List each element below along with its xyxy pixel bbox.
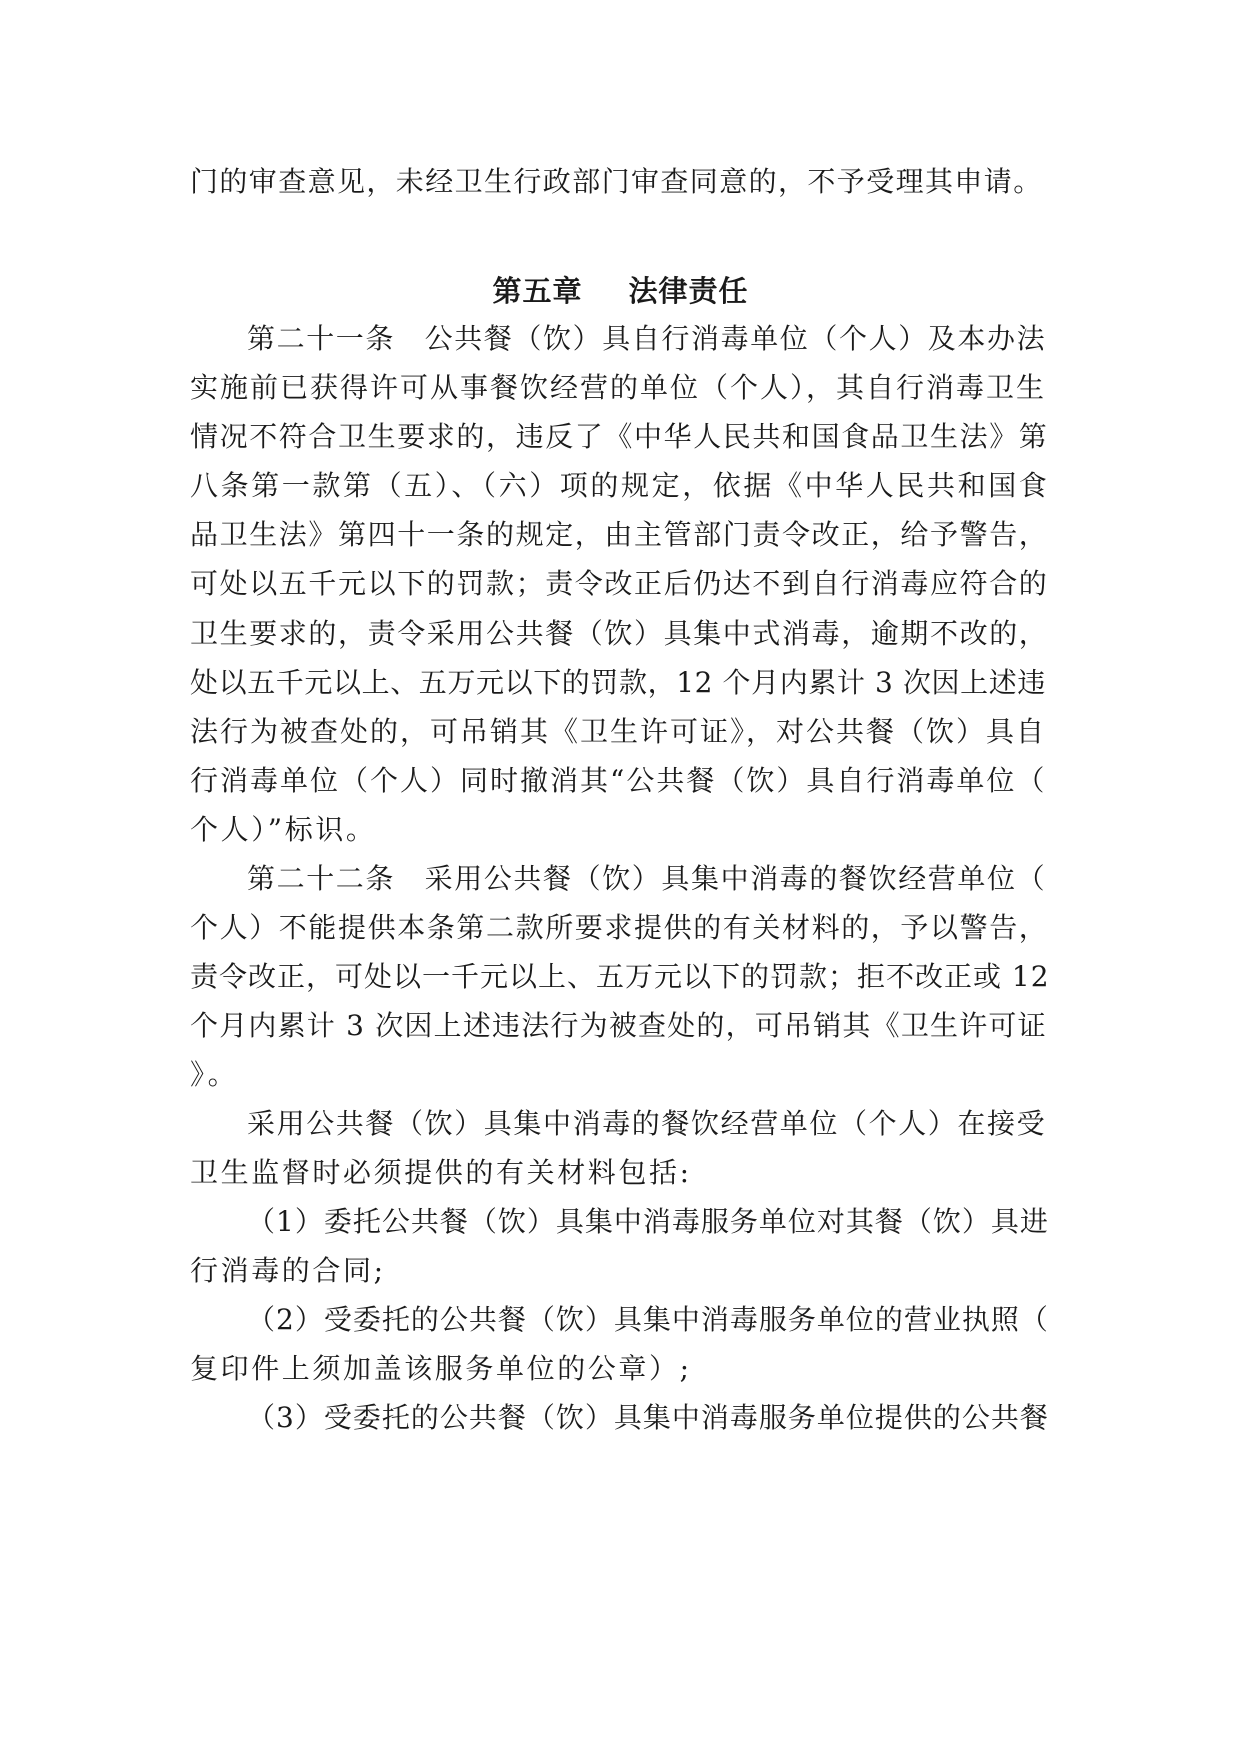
article-21-line: 实施前已获得许可从事餐饮经营的单位（个人），其自行消毒卫生	[190, 371, 1047, 404]
article-21-line: 法行为被查处的，可吊销其《卫生许可证》，对公共餐（饮）具自	[190, 715, 1047, 748]
article-22-line: 》。	[190, 1058, 240, 1091]
article-21-line: 卫生要求的，责令采用公共餐（饮）具集中式消毒，逾期不改的，	[190, 617, 1049, 650]
list-item-line: （2）受委托的公共餐（饮）具集中消毒服务单位的营业执照（	[247, 1303, 1049, 1336]
continuation-line: 门的审查意见，未经卫生行政部门审查同意的，不予受理其申请。	[190, 165, 1043, 198]
article-22-line: 责令改正，可处以一千元以上、五万元以下的罚款；拒不改正或 12	[190, 960, 1050, 993]
article-22-line: 个人）不能提供本条第二款所要求提供的有关材料的，予以警告，	[190, 911, 1049, 944]
list-item-line: 行消毒的合同;	[190, 1254, 386, 1287]
article-21-line: 八条第一款第（五）、（六）项的规定，依据《中华人民共和国食	[190, 469, 1050, 502]
article-21-line: 可处以五千元以下的罚款；责令改正后仍达不到自行消毒应符合的	[190, 567, 1049, 600]
paragraph-line: 卫生监督时必须提供的有关材料包括:	[190, 1156, 692, 1189]
chapter-heading	[0, 271, 1241, 311]
article-22-line: 个月内累计 3 次因上述违法行为被查处的，可吊销其《卫生许可证	[190, 1009, 1047, 1042]
chapter-number: 第五章	[492, 274, 583, 308]
list-item-line: （1）委托公共餐（饮）具集中消毒服务单位对其餐（饮）具进	[247, 1205, 1049, 1238]
chapter-title: 法律责任	[628, 274, 749, 308]
paragraph-line: 采用公共餐（饮）具集中消毒的餐饮经营单位（个人）在接受	[247, 1107, 1047, 1140]
list-item-line: 复印件上须加盖该服务单位的公章）;	[190, 1352, 692, 1385]
article-21-line: 处以五千元以上、五万元以下的罚款，12 个月内累计 3 次因上述违	[190, 666, 1046, 699]
article-22-line: 第二十二条 采用公共餐（饮）具集中消毒的餐饮经营单位（	[247, 862, 1047, 895]
article-21-line: 第二十一条 公共餐（饮）具自行消毒单位（个人）及本办法	[247, 322, 1047, 355]
article-21-line: 行消毒单位（个人）同时撤消其“公共餐（饮）具自行消毒单位（	[190, 764, 1047, 797]
article-21-line: 品卫生法》第四十一条的规定，由主管部门责令改正，给予警告，	[190, 518, 1049, 551]
article-21-line: 情况不符合卫生要求的，违反了《中华人民共和国食品卫生法》第	[190, 420, 1049, 453]
article-21-line: 个人）”标识。	[190, 813, 377, 846]
list-item-line: （3）受委托的公共餐（饮）具集中消毒服务单位提供的公共餐	[247, 1401, 1049, 1434]
